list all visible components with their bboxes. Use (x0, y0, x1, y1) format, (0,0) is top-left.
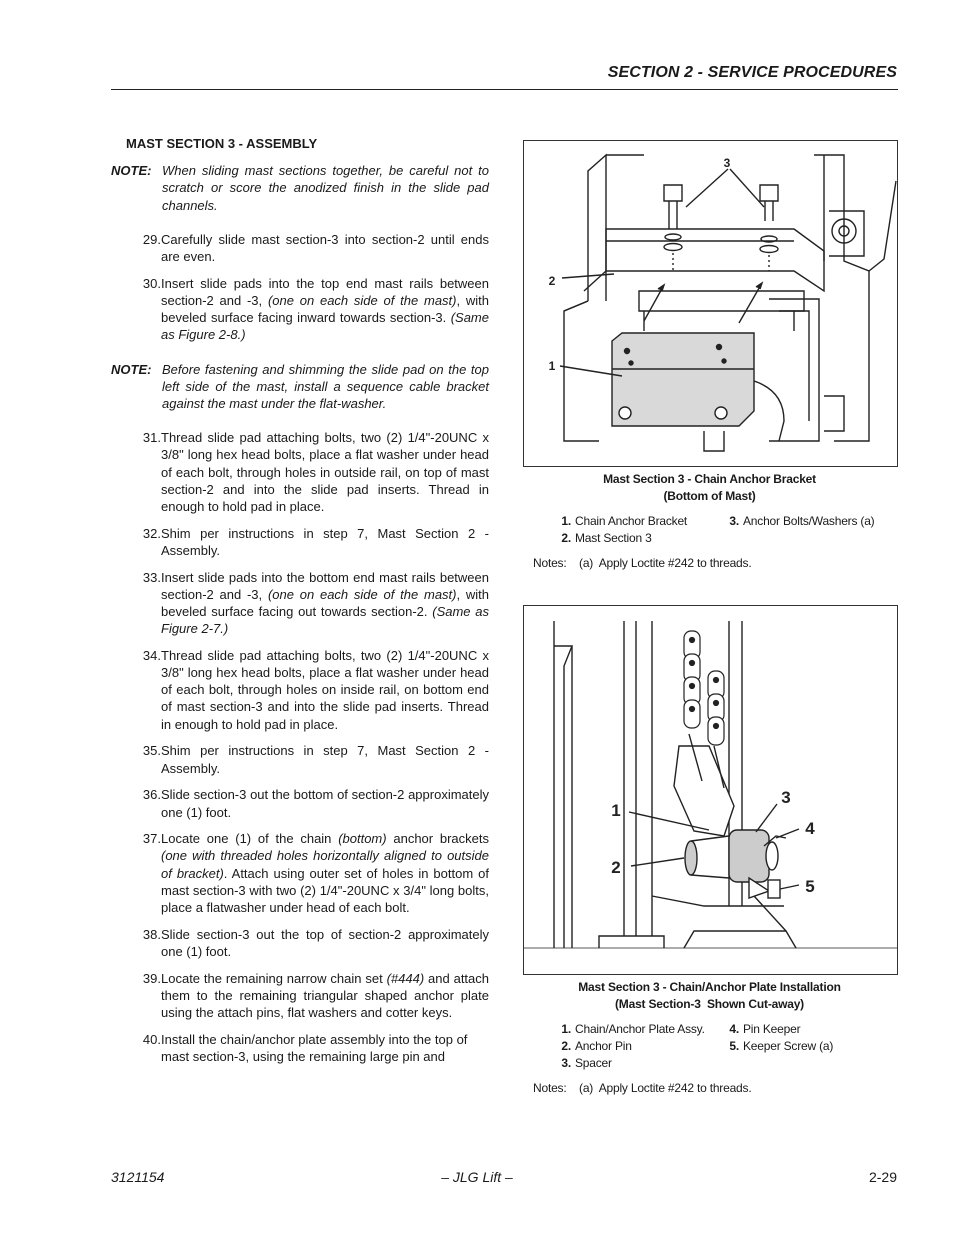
step-35 (111, 742, 489, 776)
step-number: 32. (142, 525, 161, 541)
callout-1: 1 (611, 801, 621, 820)
callout-5: 5 (805, 877, 815, 896)
step-text: Locate the remaining narrow chain set (#444) and attach them to the remaining triangular shaped anchor plate using the attach pins, flat washers and cotter keys. (161, 970, 490, 1021)
step-36 (111, 786, 489, 820)
chain-anchor-plate-illustration (524, 606, 897, 974)
step-text: Insert slide pads into the top end mast rails between section-2 and -3, (one on each side of the mast), with beveled surface facing inward towards section-3. (Same as Figure 2-8.) (161, 275, 490, 343)
legend-item: 1. Chain Anchor Bracket (561, 514, 688, 528)
note-2 (111, 361, 489, 413)
caption-line: (Mast Section-3 Shown Cut-away) (615, 997, 804, 1011)
legend-item: 3. Anchor Bolts/Washers (a) (729, 514, 875, 528)
step-text: Thread slide pad attaching bolts, two (2) 1/4"-20UNC x 3/8" long hex head bolts, place a flat washer under head of each bolt, through holes in outside rail, on top of mast section-2 and into the slide pad inserts. Thread in enough to hold pad in place. (161, 430, 489, 514)
procedure-column (111, 135, 489, 1075)
figure1-caption (523, 471, 896, 505)
note-text: When sliding mast sections together, be careful not to scratch or score the anodized finish in the slide pad channels. (162, 163, 489, 213)
footer-page-number: 2-29 (868, 1169, 897, 1185)
callout-3: 3 (723, 156, 731, 170)
step-39 (111, 970, 489, 1022)
header-rule (111, 89, 898, 90)
step-text: Insert slide pads into the bottom end mast rails between section-2 and -3, (one on each side of the mast), with beveled surface facing out towards section-2. (Same as Figure 2-7.) (161, 569, 490, 637)
callout-4: 4 (805, 819, 815, 838)
step-30 (111, 275, 489, 344)
step-34 (111, 647, 489, 733)
step-number: 38. (142, 926, 161, 942)
step-text: Install the chain/anchor plate assembly into the top of mast section-3, using the remaining large pin and (161, 1031, 468, 1064)
step-text: Slide section-3 out the bottom of section-2 approximately one (1) foot. (161, 787, 489, 820)
step-number: 37. (142, 831, 161, 847)
figure2-notes: Notes: (a) Apply Loctite #242 to threads. (533, 1081, 752, 1095)
step-37 (111, 830, 489, 916)
step-text: Carefully slide mast section-3 into section-2 until ends are even. (161, 231, 489, 265)
caption-line: Mast Section 3 - Chain Anchor Bracket (603, 472, 816, 486)
callout-2: 2 (611, 858, 621, 877)
figure2-caption (523, 979, 896, 1013)
note-label: NOTE: (111, 163, 152, 179)
step-number: 39. (142, 970, 161, 986)
step-number: 36. (142, 787, 161, 803)
callout-3: 3 (781, 788, 791, 807)
note-text: Before fastening and shimming the slide pad on the top left side of the mast, install a sequence cable bracket against the mast under the flat-washer. (162, 361, 489, 411)
step-38 (111, 926, 489, 960)
legend-item: 2. Mast Section 3 (561, 531, 652, 545)
legend-item: 4. Pin Keeper (729, 1022, 801, 1036)
step-number: 35. (142, 743, 161, 759)
callout-1: 1 (548, 359, 556, 373)
step-number: 31. (142, 430, 161, 446)
step-29 (111, 231, 489, 265)
section-header-title: SECTION 2 - SERVICE PROCEDURES (607, 64, 897, 81)
step-33 (111, 569, 489, 638)
step-31 (111, 429, 489, 515)
legend-item: 5. Keeper Screw (a) (729, 1039, 834, 1053)
step-number: 34. (142, 647, 161, 663)
step-text: Slide section-3 out the top of section-2 approximately one (1) foot. (161, 926, 489, 959)
step-text: Shim per instructions in step 7, Mast Section 2 - Assembly. (161, 525, 489, 558)
figure-chain-anchor-bracket (523, 140, 898, 467)
legend-item: 1. Chain/Anchor Plate Assy. (561, 1022, 705, 1036)
note-label: NOTE: (111, 361, 152, 377)
chain-anchor-bracket-illustration (524, 141, 897, 466)
figure-chain-anchor-plate (523, 605, 898, 975)
step-number: 40. (142, 1031, 161, 1047)
section-heading: MAST SECTION 3 - ASSEMBLY (126, 136, 318, 151)
step-text: Thread slide pad attaching bolts, two (2) 1/4"-20UNC x 3/8" long hex head bolts, place a flat washer under head of each bolt, through holes on inside rail, on bottom end of mast section-3 and into the slide pad inserts. Thread in enough to hold pad in place. (161, 647, 489, 732)
step-number: 30. (142, 275, 161, 291)
step-40 (111, 1031, 489, 1065)
callout-2: 2 (548, 274, 556, 288)
legend-item: 2. Anchor Pin (561, 1039, 632, 1053)
figure1-notes: Notes: (a) Apply Loctite #242 to threads. (533, 556, 752, 570)
step-text: Shim per instructions in step 7, Mast Section 2 - Assembly. (161, 743, 489, 776)
caption-line: (Bottom of Mast) (663, 489, 756, 503)
footer-brand: – JLG Lift – (441, 1169, 513, 1185)
note-1 (111, 162, 489, 214)
step-text: Locate one (1) of the chain (bottom) anchor brackets (one with threaded holes horizontally aligned to outside of bracket). Attach using outer set of holes in bottom of mast section-3 with two (2) 1/4"-20UNC x 3/4" long bolts, place a flatwasher under head of each bolt. (161, 831, 489, 916)
footer-doc-number: 3121154 (111, 1169, 165, 1185)
step-number: 29. (142, 231, 161, 247)
legend-item: 3. Spacer (561, 1056, 612, 1070)
step-32 (111, 525, 489, 559)
step-number: 33. (142, 569, 161, 585)
caption-line: Mast Section 3 - Chain/Anchor Plate Installation (578, 980, 841, 994)
